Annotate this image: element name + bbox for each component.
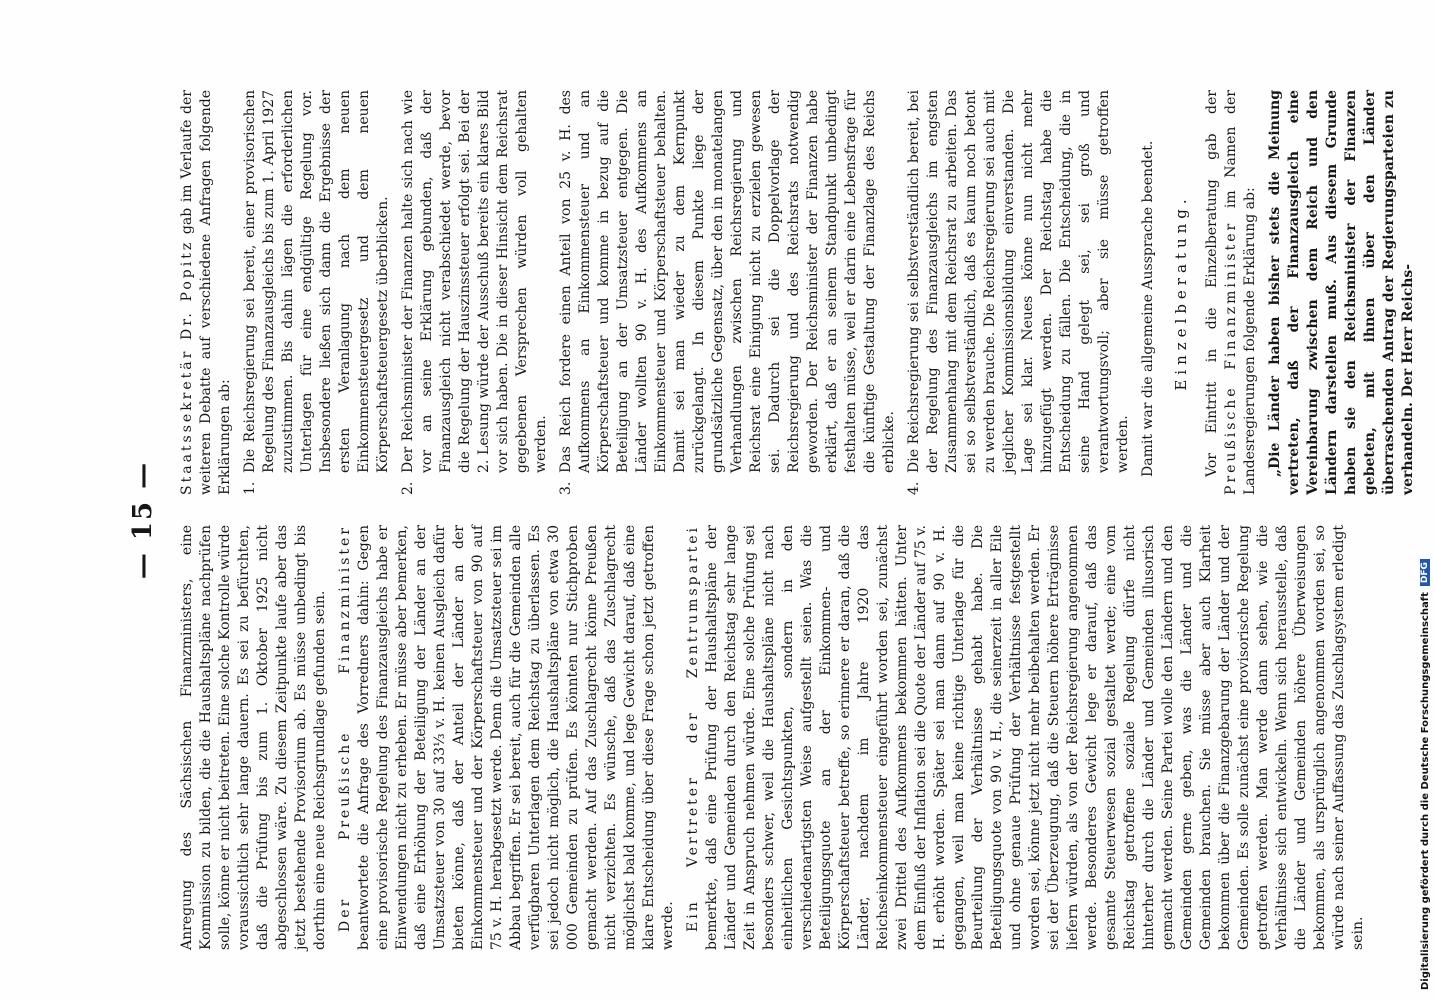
item-number: 4. xyxy=(906,481,922,495)
item-text: Die Reichsregierung sei selbstverständlich bereit, bei der Regelung des Finanzausgleichs im engsten Zusammenhang mit dem Reichsrat zu arbeiten. Das sei so selbstverständlich, daß es kaum noch betont zu werden brauche. Die Reichsregierung sei auch mit jeglicher Kommissionsbildung einverstanden. Die Lage sei klar. Neues könne nun nicht mehr hinzugefügt werden. Der Reichstag habe die Entscheidung zu fällen. Die Entscheidung, die in seine Hand gelegt sei, sei groß und verantwortungsvoll; aber sie müsse getroffen werden. xyxy=(906,90,1131,473)
speaker-zentrum: Ein Vertreter der Zentrumspartei xyxy=(685,525,701,932)
speaker-prussian-finance-minister: Preußische Finanzminister xyxy=(1223,220,1239,495)
paragraph-text: bemerkte, daß eine Prüfung der Haushaltspläne der Länder und Gemeinden durch den Reichstag sehr lange Zeit in Anspruch nehmen würde. Eine solche Prüfung sei besonders schwer, weil die Haushaltspläne nicht nach einheitlichen Gesichtspunkten, sondern in den verschiedenartigsten Weise aufgestellt seien. Was die Beteiligungsquote an der Einkommen- und Körperschaftsteuer betreffe, so erinnere er daran, daß die Länder, nachdem im Jahre 1920 das Reichseinkommensteuer eingeführt worden sei, zunächst zwei Drittel des Aufkommens bekommen hätten. Unter dem Einfluß der Inflation sei die Quote der Länder auf 75 v. H. erhöht worden. Später sei man dann auf 90 v. H. gegangen, weil man keine richtige Unterlage für die Beurteilung der Verhältnisse gehabt habe. Die Beteiligungsquote von 90 v. H., die seinerzeit in aller Eile und ohne genaue Prüfung der Verhältnisse festgestellt worden sei, könne jetzt nicht mehr beibehalten werden. Er sei der Überzeugung, daß die Steuern höhere Erträgnisse liefern würden, als von der Reichsregierung angenommen werde. Besonderes Gewicht lege er darauf, daß das gesamte Steuerwesen sozial gestaltet werde; eine vom Reichstag getroffene soziale Regelung dürfe nicht hinterher durch die Länder und Gemeinden illusorisch gemacht werden. Seine Partei wolle den Ländern und den Gemeinden gerne geben, was die Länder und die Gemeinden brauchen. Sie müsse aber auch Klarheit bekommen über die Finanzgebarung der Länder und der Gemeinden. Es solle zunächst eine provisorische Regelung getroffen werden. Man werde dann sehen, wie die Verhältnisse sich entwickeln. Wenn sich herausstelle, daß die Länder und Gemeinden höhere Überweisungen bekommen, als ursprünglich angenommen worden sei, so würde nach seiner Auffassung das Zuschlagsystem erledigt sein. xyxy=(704,525,1366,950)
item-text: Die Reichsregierung sei bereit, einer provisorischen Regelung des Finanzausgleichs bis zum 1. April 1927 zuzustimmen. Bis dahin lägen die erforderlichen Unterlagen für eine endgültige Regelung vor. Insbesondere ließen sich dann die Ergebnisse der ersten Veranlagung nach dem neuen Einkommensteuergesetz und dem neuen Körperschaftsteuergesetz überblicken. xyxy=(242,90,391,473)
right-text-column xyxy=(178,90,1424,495)
rotated-document-page xyxy=(120,90,1416,950)
speaker-popitz: Staatssekretär Dr. Popitz xyxy=(179,239,195,495)
item-text: Das Reich fordere einen Anteil von 25 v. H. des Aufkommens an Einkommensteuer und an Körperschaftsteuer und komme in bezug auf die Beteiligung an der Umsatzsteuer entgegen. Die Länder wollten 90 v. H. des Aufkommens an Einkommensteuer und Körperschaftsteuer behalten. Damit sei man wieder zu dem Kernpunkt zurückgelangt. In diesem Punkte liege der grundsätzliche Gegensatz, über den in monatelangen Verhandlungen zwischen Reichsregierung und Reichsrat eine Einigung nicht zu erzielen gewesen sei. Dadurch sei die Doppelvorlage der Reichsregierung und des Reichsrats notwendig geworden. Der Reichsminister der Finanzen habe erklärt, daß er an seinem Standpunkt unbedingt festhalten müsse, weil er darin eine Lebensfrage für die künftige Gestaltung der Finanzlage des Reichs erblicke. xyxy=(558,90,897,473)
numbered-item xyxy=(905,90,1133,495)
paragraph-popitz-intro xyxy=(178,90,235,495)
speaker-prussian-finance-minister: Der Preußische Finanzminister xyxy=(337,525,353,932)
page-number-header: — 15 — xyxy=(128,460,158,580)
item-number: 3. xyxy=(558,481,574,495)
numbered-item xyxy=(399,90,551,495)
left-text-column xyxy=(178,525,1374,950)
digitization-credit xyxy=(1415,0,1434,990)
item-text: Der Reichsminister der Finanzen halte sich nach wie vor an seine Erklärung gebunden, daß der Finanzausgleich nicht verabschiedet werde, bevor die Regelung der Hauszinssteuer erfolgt sei. Bei der 2. Lesung würde der Ausschuß bereits ein klares Bild vor sich haben. Die in dieser Hinsicht dem Reichsrat gegebenen Versprechen würden voll gehalten werden. xyxy=(400,90,549,473)
paragraph-text: beantwortete die Anfrage des Vorredners dahin: Gegen eine provisorische Regelung des Finanzausgleichs habe er Einwendungen nicht zu erheben. Er müsse aber bemerken, daß eine Erhöhung der Beteiligung der Länder an der Umsatzsteuer von 30 auf 33⅓ v. H. keinen Ausgleich dafür bieten könne, daß der Anteil der Länder an der Einkommensteuer und der Körperschaftsteuer von 90 auf 75 v. H. herabgesetzt werde. Denn die Umsatzsteuer sei im Abbau begriffen. Er sei bereit, auch für die Gemeinden alle verfügbaren Unterlagen dem Reichstag zu überlassen. Es sei jedoch nicht möglich, die Haushaltspläne von etwa 30 000 Gemeinden zu prüfen. Es könnten nur Stichproben gemacht werden. Auf das Zuschlagrecht könne Preußen nicht verzichten. Es wünsche, daß das Zuschlagrecht möglichst bald komme, und lege Gewicht darauf, daß eine klare Entscheidung über diese Frage schon jetzt getroffen werde. xyxy=(356,525,676,950)
numbered-item xyxy=(241,90,393,495)
item-number: 2. xyxy=(400,481,416,495)
item-number: 1. xyxy=(242,481,258,495)
paragraph-prussian-finance-minister xyxy=(336,525,678,950)
paragraph-zentrum-representative xyxy=(684,525,1368,950)
section-heading: Einzelberatung. xyxy=(1172,194,1190,391)
paragraph-text: gab im Verlaufe der weiteren Debatte auf verschiedene Anfragen folgende Erklärungen ab: xyxy=(179,90,233,495)
credit-text: Digitalisierung gefördert durch die Deutsche Forschungsgemeinschaft xyxy=(1419,592,1431,990)
dfg-logo: DFG xyxy=(1420,559,1430,586)
numbered-item xyxy=(557,90,899,495)
paragraph-text: im Namen der Landesregierungen folgende Erklärung ab: xyxy=(1223,90,1258,495)
paragraph-detail-intro xyxy=(1203,90,1260,495)
paragraph-saxon-finance: Anregung des Sächsischen Finanzministers, eine Kommission zu bilden, die die Haushaltspläne nachprüfen solle, könne er nicht beitreten. Eine solche Kontrolle würde voraussichtlich sehr lange dauern. Es sei zu befürchten, daß die Prüfung bis zum 1. Oktober 1925 nicht abgeschlossen wäre. Zu diesem Zeitpunkte laufe aber das jetzt bestehende Provisorium ab. Es müsse unbedingt bis dorthin eine neue Reichsgrundlage gefunden sein. xyxy=(179,525,328,950)
closing-sentence: Damit war die allgemeine Aussprache beendet. xyxy=(1140,140,1156,477)
paragraph-text: Vor Eintritt in die Einzelberatung gab der xyxy=(1204,90,1220,477)
quoted-declaration: „Die Länder haben bisher stets die Meinung vertreten, daß der Finanzausgleich eine Vereinbarung zwischen dem Reich und den Ländern darstellen muß. Aus diesem Grunde haben sie den Reichsminister der Finanzen gebeten, mit ihnen über den Länder überraschenden Antrag der Regierungsparteien zu verhandeln. Der Herr Reichs- xyxy=(1267,90,1416,495)
